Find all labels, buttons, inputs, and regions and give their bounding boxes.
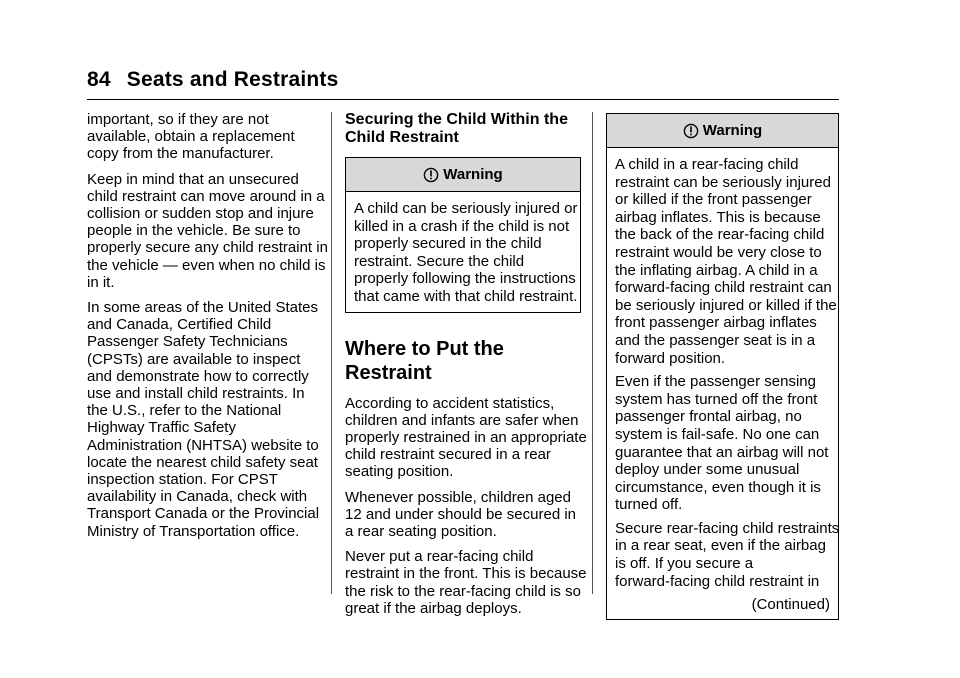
text-line: front passenger airbag inflates (615, 314, 817, 332)
warning-box (345, 157, 581, 313)
subsection-heading (345, 111, 581, 147)
section-heading (345, 337, 581, 385)
text-line: children and infants are safer when (345, 411, 579, 429)
warning-title: Warning (443, 165, 503, 183)
text-line: locate the nearest child safety seat (87, 453, 318, 471)
text-line: A child in a rear-facing child (615, 156, 799, 173)
text-line: availability in Canada, check with (87, 488, 308, 506)
text-line: use and install child restraints. In (87, 385, 305, 403)
paragraph (87, 299, 323, 540)
text-line: in it. (87, 273, 115, 291)
paragraph (87, 170, 328, 291)
text-line: Highway Traffic Safety (87, 419, 236, 437)
text-line: Even if the passenger sensing (615, 373, 816, 391)
text-line: that came with that child restraint. (354, 287, 578, 305)
text-line: be seriously injured or killed if the (615, 296, 837, 314)
text-line: properly secured in the child (354, 235, 542, 253)
section-title: Seats and Restraints (126, 68, 339, 91)
paragraph (87, 111, 323, 163)
heading-line: Where to Put the (345, 337, 504, 360)
text-line: inspection station. For CPST (87, 471, 278, 489)
text-line: system is fail-safe. No one can (615, 425, 820, 443)
text-line: killed in a crash if the child is not (354, 217, 570, 235)
text-line: forward-facing child restraint can (615, 279, 832, 297)
heading-line: Securing the Child Within the (345, 111, 568, 128)
text-line: properly restrained in an appropriate (345, 428, 587, 446)
paragraph (615, 519, 840, 590)
paragraph (345, 394, 587, 481)
text-line: properly following the instructions (354, 270, 576, 288)
continued-label: (Continued) (751, 596, 830, 614)
text-line: Administration (NHTSA) website to (87, 436, 319, 454)
text-line: the risk to the rear-facing child is so (345, 582, 581, 600)
text-line: copy from the manufacturer. (87, 145, 274, 163)
text-line: restraint. Secure the child (354, 252, 525, 270)
text-line: important, so if they are not (87, 111, 269, 128)
caution-symbol-icon (423, 167, 439, 183)
column-2 (345, 111, 587, 625)
text-line: guarantee that an airbag will not (615, 443, 829, 461)
text-line: Never put a rear-facing child (345, 548, 534, 566)
text-line: child restraint secured in a rear (345, 446, 551, 464)
paragraph (345, 489, 581, 541)
text-line: According to accident statistics, (345, 394, 555, 412)
text-line: people in the vehicle. Be sure to (87, 222, 301, 240)
paragraph (615, 373, 830, 514)
text-line: the back of the rear-facing child (615, 226, 825, 244)
text-line: Transport Canada or the Provincial (87, 505, 320, 523)
text-line: or killed if the front passenger (615, 191, 812, 209)
warning-body (607, 148, 838, 619)
text-line: properly secure any child restraint in (87, 239, 328, 257)
text-line: collision or sudden stop and injure (87, 205, 314, 223)
text-line: airbag inflates. This is because (615, 208, 821, 226)
text-line: 12 and under should be secured in (345, 505, 577, 523)
text-line: turned off. (615, 496, 683, 514)
text-line: deploy under some unusual (615, 461, 800, 479)
warning-title: Warning (702, 121, 763, 139)
paragraph (345, 548, 587, 617)
text-line: the inflating airbag. A child in a (615, 261, 818, 279)
column-divider-right (592, 112, 593, 594)
heading-line: Restraint (345, 361, 432, 384)
warning-title-bar (607, 114, 838, 148)
text-line: the vehicle — even when no child is (87, 256, 326, 274)
heading-line: Child Restraint (345, 129, 459, 146)
text-line: passenger frontal airbag, no (615, 408, 802, 426)
text-line: restraint in the front. This is because (345, 565, 587, 583)
text-line: Keep in mind that an unsecured (87, 170, 299, 188)
warning-body (346, 192, 580, 312)
paragraph (615, 156, 837, 367)
text-line: A child can be seriously injured or (354, 200, 578, 217)
column-3 (606, 113, 839, 620)
text-line: forward position. (615, 349, 726, 367)
text-line: (CPSTs) are available to inspect (87, 350, 301, 368)
text-line: and Canada, Certified Child (87, 316, 272, 334)
text-line: In some areas of the United States (87, 299, 318, 317)
text-line: a rear seating position. (345, 522, 497, 540)
text-line: seating position. (345, 463, 454, 481)
warning-title-bar (346, 158, 580, 192)
text-line: circumstance, even though it is (615, 478, 821, 496)
page-header (87, 68, 339, 92)
text-line: in a rear seat, even if the airbag (615, 537, 826, 555)
caution-symbol-icon (683, 123, 699, 139)
text-line: restraint would be very close to (615, 243, 822, 261)
column-divider-left (331, 112, 332, 594)
warning-box (606, 113, 839, 620)
text-line: restraint can be seriously injured (615, 173, 831, 191)
text-line: Secure rear-facing child restraints (615, 519, 840, 537)
text-line: Whenever possible, children aged (345, 488, 571, 506)
text-line: the U.S., refer to the National (87, 402, 282, 420)
column-1 (87, 111, 328, 548)
text-line: is off. If you secure a (615, 555, 754, 573)
header-rule (87, 99, 839, 100)
text-line: Passenger Safety Technicians (87, 333, 288, 351)
page-number: 84 (87, 68, 111, 91)
text-line: Ministry of Transportation office. (87, 522, 300, 540)
text-line: forward-facing child restraint in (615, 572, 820, 590)
text-line: child restraint can move around in a (87, 187, 325, 205)
text-line: and demonstrate how to correctly (87, 367, 309, 385)
text-line: great if the airbag deploys. (345, 599, 522, 617)
text-line: system has turned off the front (615, 390, 818, 408)
text-line: available, obtain a replacement (87, 128, 295, 146)
text-line: and the passenger seat is in a (615, 331, 816, 349)
